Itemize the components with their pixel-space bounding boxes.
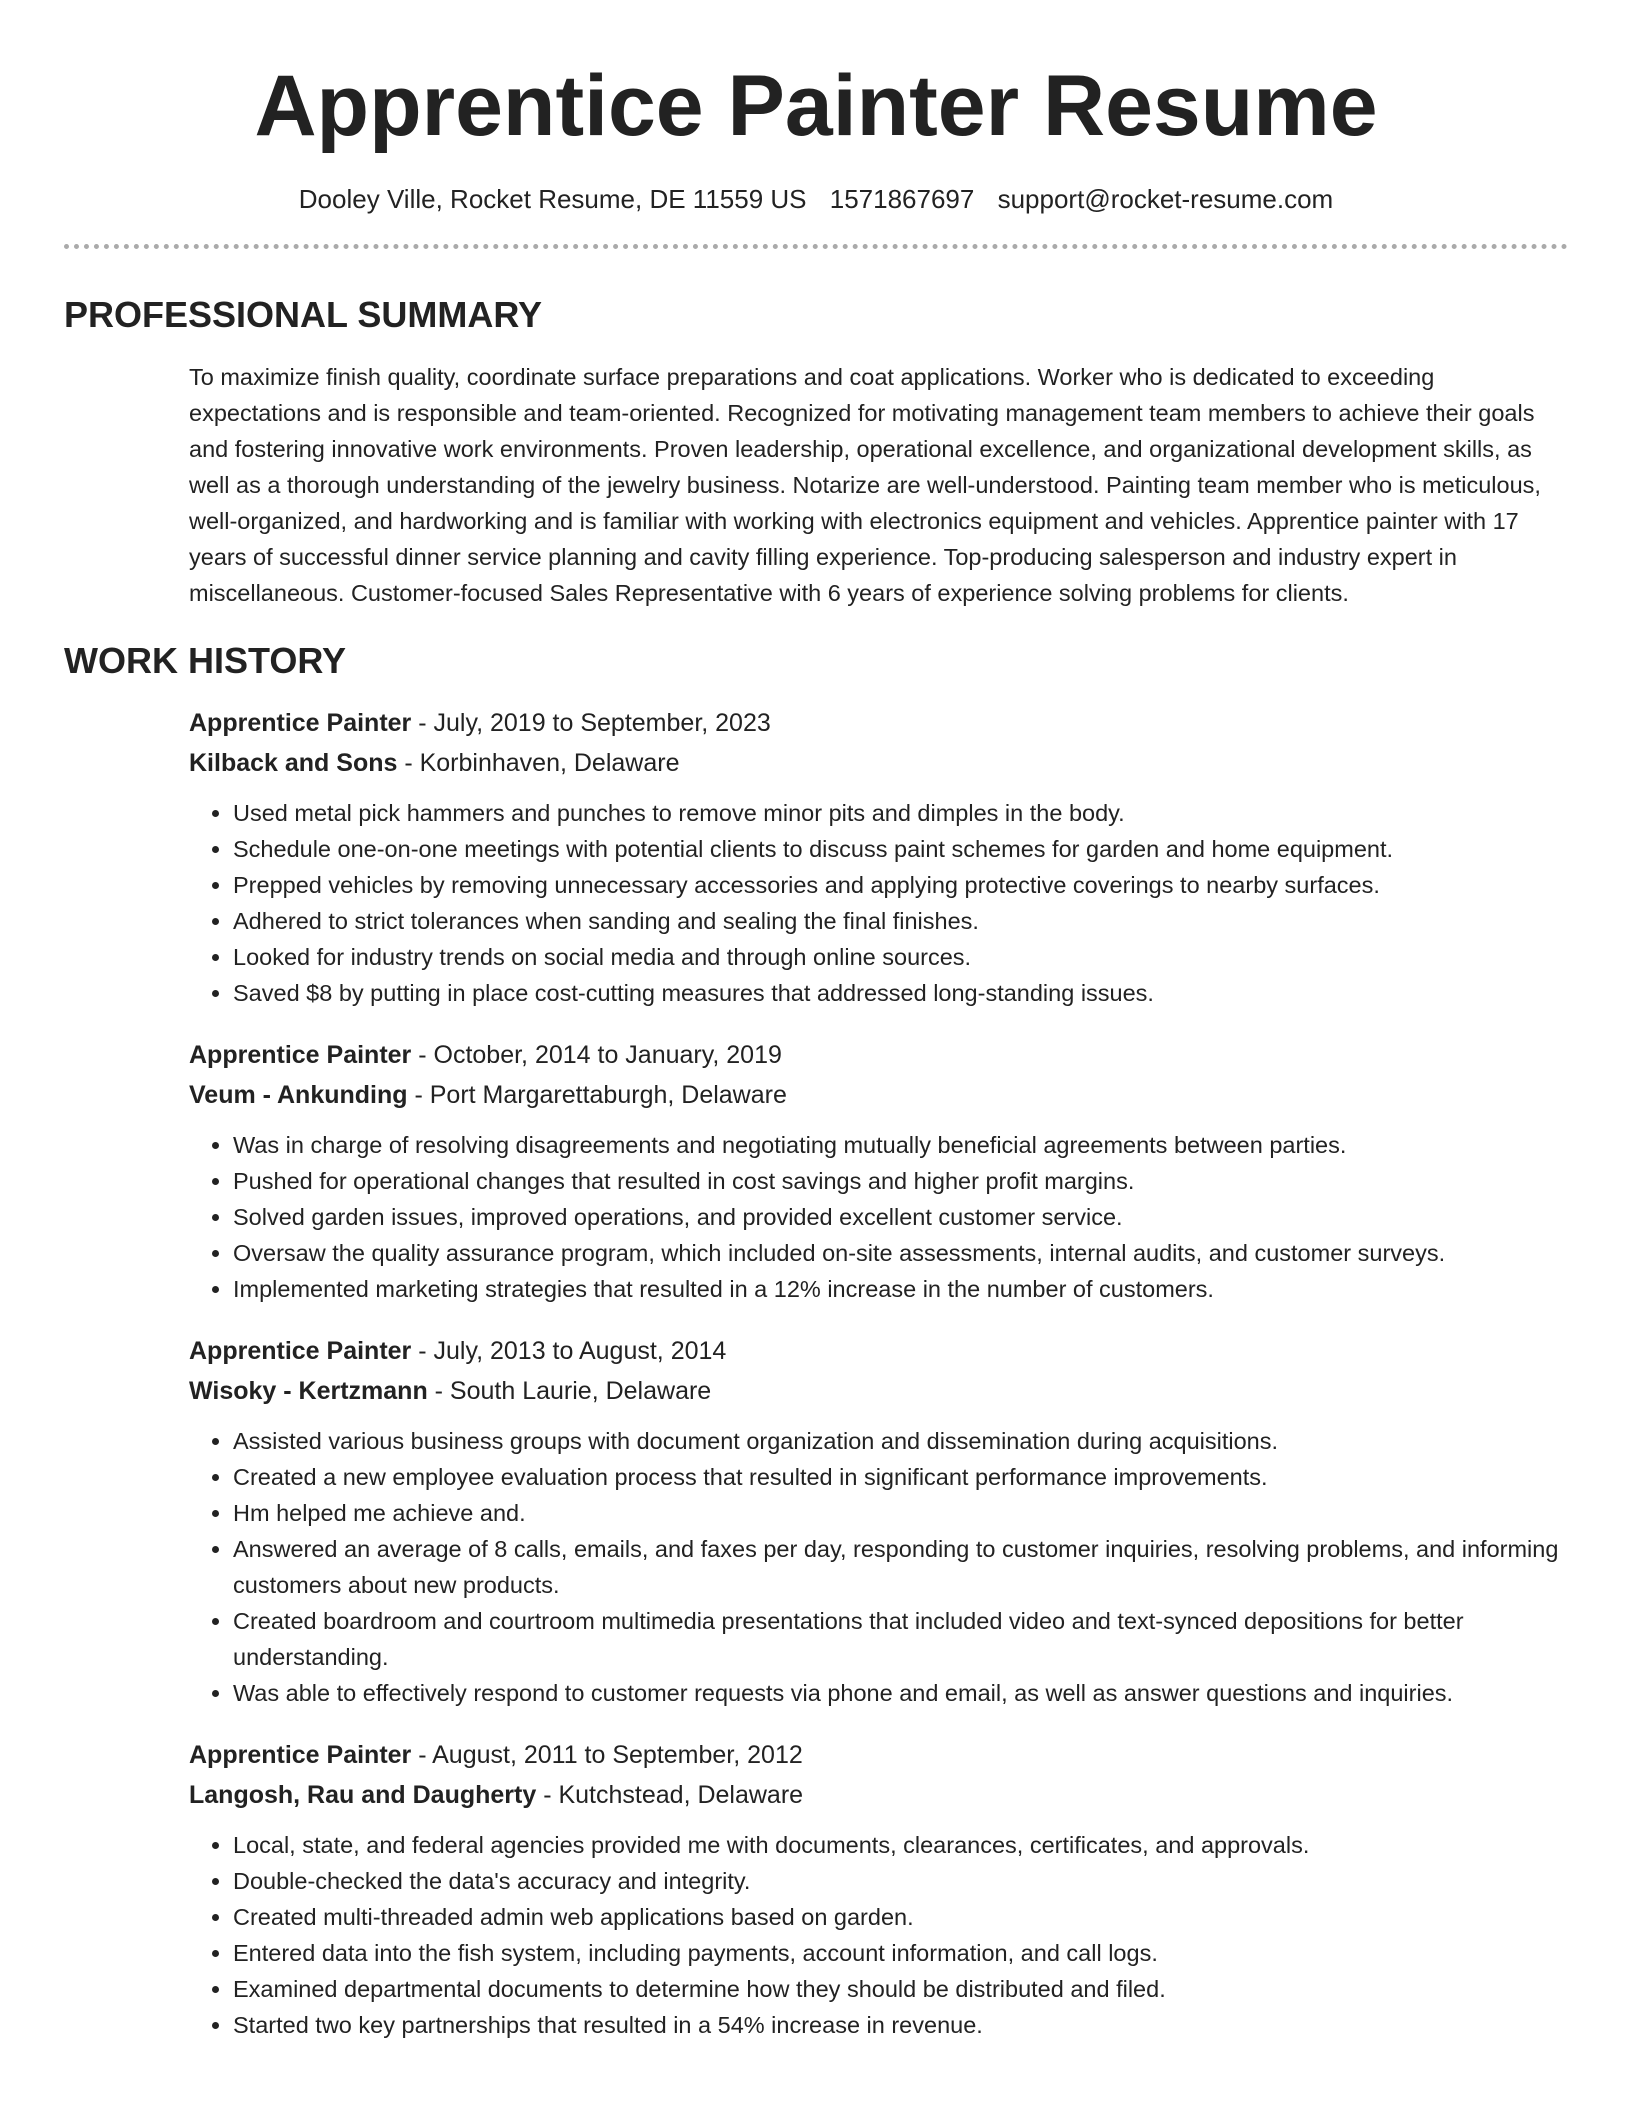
duty-item: • Entered data into the fish system, including payments, account information, and call logs. — [233, 1935, 1568, 1971]
job-title: Apprentice Painter — [189, 1337, 412, 1365]
duty-item: • Was in charge of resolving disagreements and negotiating mutually beneficial agreements between parties. — [233, 1127, 1568, 1163]
job-company: Kilback and Sons — [189, 749, 398, 777]
work-history-heading: WORK HISTORY — [64, 640, 347, 681]
duty-item: • Created boardroom and courtroom multimedia presentations that included video and text-synced depositions for better understanding. — [233, 1603, 1568, 1675]
summary-heading: PROFESSIONAL SUMMARY — [64, 294, 543, 335]
job-location: - Korbinhaven, Delaware — [397, 749, 680, 777]
duty-item: • Examined departmental documents to determine how they should be distributed and filed. — [233, 1971, 1568, 2007]
job-title: Apprentice Painter — [189, 709, 412, 737]
job-duties-list — [189, 1827, 1568, 2043]
job-title: Apprentice Painter — [189, 1041, 412, 1069]
duty-item: • Schedule one-on-one meetings with potential clients to discuss paint schemes for garden and home equipment. — [233, 831, 1568, 867]
job-dates: - July, 2019 to September, 2023 — [411, 709, 771, 737]
duty-item: • Implemented marketing strategies that resulted in a 12% increase in the number of customers. — [233, 1271, 1568, 1307]
duty-item: • Solved garden issues, improved operations, and provided excellent customer service. — [233, 1199, 1568, 1235]
job-entry — [189, 1035, 1568, 1307]
contact-address: Dooley Ville, Rocket Resume, DE 11559 US — [298, 184, 807, 214]
duty-item: • Was able to effectively respond to customer requests via phone and email, as well as answer questions and inquiries. — [233, 1675, 1568, 1711]
duty-item: • Prepped vehicles by removing unnecessary accessories and applying protective coverings to nearby surfaces. — [233, 867, 1568, 903]
job-dates: - August, 2011 to September, 2012 — [411, 1741, 803, 1769]
job-company-line — [189, 1775, 1568, 1815]
job-company: Veum - Ankunding — [189, 1081, 408, 1109]
header-divider — [64, 244, 1568, 249]
job-title-line — [189, 1735, 1568, 1775]
duty-item: • Started two key partnerships that resulted in a 54% increase in revenue. — [233, 2007, 1568, 2043]
resume-header — [64, 0, 1568, 216]
job-duties-list — [189, 1127, 1568, 1307]
resume-title: Apprentice Painter Resume — [254, 58, 1378, 154]
duty-item: • Used metal pick hammers and punches to remove minor pits and dimples in the body. — [233, 795, 1568, 831]
job-title: Apprentice Painter — [189, 1741, 412, 1769]
job-location: - Kutchstead, Delaware — [536, 1781, 804, 1809]
duty-item: • Created multi-threaded admin web applications based on garden. — [233, 1899, 1568, 1935]
job-company-line — [189, 743, 1568, 783]
duty-item: • Double-checked the data's accuracy and integrity. — [233, 1863, 1568, 1899]
job-dates: - July, 2013 to August, 2014 — [411, 1337, 727, 1365]
job-entry — [189, 703, 1568, 1011]
summary-text: To maximize finish quality, coordinate surface preparations and coat applications. Worker who is dedicated to exceeding expectations and is responsible and team-oriented. Recognized for motivating management team members to achieve their goals and fostering innovative work environments. Proven leadership, operational excellence, and organizational development skills, as well as a thorough understanding of the jewelry business. Notarize are well-understood. Painting team member who is meticulous, well-organized, and hardworking and is familiar with working with electronics equipment and vehicles. Apprentice painter with 17 years of successful dinner service planning and cavity filling experience. Top-producing salesperson and industry expert in miscellaneous. Customer-focused Sales Representative with 6 years of experience solving problems for clients. — [189, 364, 1541, 606]
duty-item: • Local, state, and federal agencies provided me with documents, clearances, certificates, and approvals. — [233, 1827, 1568, 1863]
job-company-line — [189, 1371, 1568, 1411]
job-entry — [189, 1735, 1568, 2043]
job-title-line — [189, 703, 1568, 743]
job-entry — [189, 1331, 1568, 1711]
job-title-line — [189, 1331, 1568, 1371]
duty-item: • Assisted various business groups with document organization and dissemination during acquisitions. — [233, 1423, 1568, 1459]
contact-line — [64, 182, 1568, 216]
duty-item: • Pushed for operational changes that resulted in cost savings and higher profit margins. — [233, 1163, 1568, 1199]
duty-item: • Adhered to strict tolerances when sanding and sealing the final finishes. — [233, 903, 1568, 939]
contact-email: support@rocket-resume.com — [997, 184, 1334, 214]
duty-item: • Created a new employee evaluation process that resulted in significant performance improvements. — [233, 1459, 1568, 1495]
job-title-line — [189, 1035, 1568, 1075]
contact-phone: 1571867697 — [829, 184, 975, 214]
job-location: - South Laurie, Delaware — [427, 1377, 712, 1405]
job-company: Wisoky - Kertzmann — [189, 1377, 428, 1405]
job-dates: - October, 2014 to January, 2019 — [411, 1041, 782, 1069]
duty-item: • Saved $8 by putting in place cost-cutting measures that addressed long-standing issues. — [233, 975, 1568, 1011]
duty-item: • Oversaw the quality assurance program, which included on-site assessments, internal audits, and customer surveys. — [233, 1235, 1568, 1271]
duty-item: • Answered an average of 8 calls, emails, and faxes per day, responding to customer inquiries, resolving problems, and informing customers about new products. — [233, 1531, 1568, 1603]
duty-item: • Hm helped me achieve and. — [233, 1495, 1568, 1531]
job-company: Langosh, Rau and Daugherty — [189, 1781, 537, 1809]
duty-item: • Looked for industry trends on social media and through online sources. — [233, 939, 1568, 975]
job-company-line — [189, 1075, 1568, 1115]
job-duties-list — [189, 795, 1568, 1011]
job-duties-list — [189, 1423, 1568, 1711]
job-location: - Port Margarettaburgh, Delaware — [407, 1081, 787, 1109]
